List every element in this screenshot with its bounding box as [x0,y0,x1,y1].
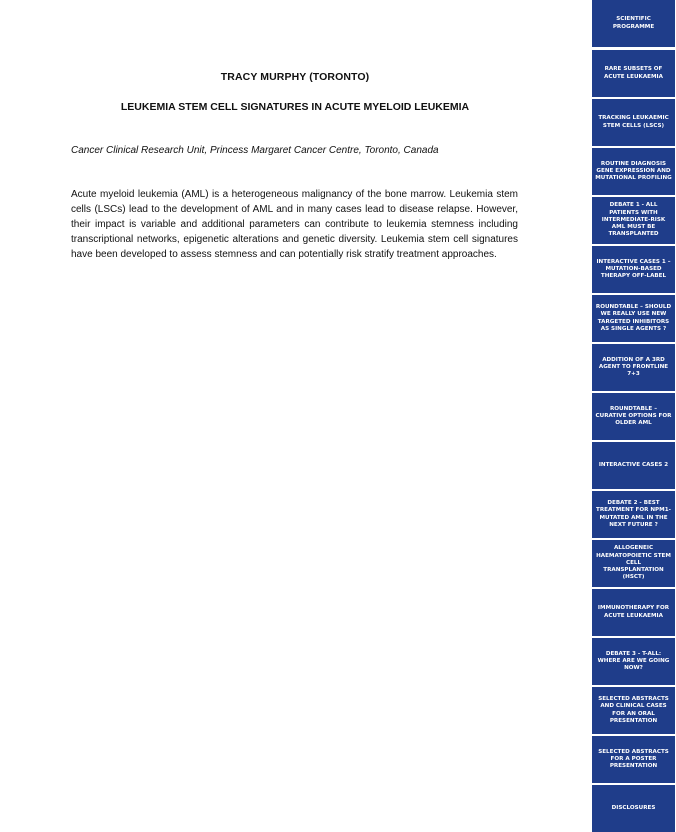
nav-item-interactive-cases-1[interactable]: INTERACTIVE CASES 1 – MUTATION-BASED THERAPY OFF-LABEL [592,246,675,293]
nav-item-interactive-cases-2[interactable]: INTERACTIVE CASES 2 [592,442,675,489]
nav-item-debate-1[interactable]: DEBATE 1 - ALL PATIENTS WITH INTERMEDIATE-RISK AML MUST BE TRANSPLANTED [592,197,675,244]
section-navigation-sidebar [590,0,676,832]
nav-item-immunotherapy[interactable]: IMMUNOTHERAPY FOR ACUTE LEUKAEMIA [592,589,675,636]
nav-item-tracking-lscs[interactable]: TRACKING LEUKAEMIC STEM CELLS (LSCS) [592,99,675,146]
nav-item-debate-2[interactable]: DEBATE 2 - BEST TREATMENT FOR NPM1-MUTATED AML IN THE NEXT FUTURE ? [592,491,675,538]
nav-item-allogeneic-hsct[interactable]: ALLOGENEIC HAEMATOPOIETIC STEM CELL TRANSPLANTATION (HSCT) [592,540,675,587]
nav-item-oral-presentation-abstracts[interactable]: SELECTED ABSTRACTS AND CLINICAL CASES FOR AN ORAL PRESENTATION [592,687,675,734]
nav-item-disclosures[interactable]: DISCLOSURES [592,785,675,832]
nav-item-routine-diagnosis[interactable]: ROUTINE DIAGNOSIS GENE EXPRESSION AND MUTATIONAL PROFILING [592,148,675,195]
nav-item-roundtable-older-aml[interactable]: ROUNDTABLE – CURATIVE OPTIONS FOR OLDER AML [592,393,675,440]
nav-item-rare-subsets[interactable]: RARE SUBSETS OF ACUTE LEUKAEMIA [592,50,675,97]
abstract-title: LEUKEMIA STEM CELL SIGNATURES IN ACUTE MYELOID LEUKEMIA [120,101,470,113]
affiliation-line: Cancer Clinical Research Unit, Princess Margaret Cancer Centre, Toronto, Canada [71,145,439,156]
nav-item-scientific-programme[interactable]: SCIENTIFIC PROGRAMME [592,0,675,47]
abstract-body: Acute myeloid leukemia (AML) is a heterogeneous malignancy of the bone marrow. Leukemia stem cells (LSCs) lead to the development of AML and in many cases lead to disease relapse. However, their impact is variable and additional parameters can contribute to leukemia stemness including transcriptional networks, epigenetic alterations and genetic diversity. Leukemia stem cell signatures have been developed to assess stemness and can potentially risk stratify treatment approaches. [71,189,518,260]
nav-item-roundtable-targeted-inhibitors[interactable]: ROUNDTABLE – SHOULD WE REALLY USE NEW TARGETED INHIBITORS AS SINGLE AGENTS ? [592,295,675,342]
nav-item-poster-presentation-abstracts[interactable]: SELECTED ABSTRACTS FOR A POSTER PRESENTATION [592,736,675,783]
author-heading: TRACY MURPHY (TORONTO) [220,71,370,83]
nav-item-debate-3[interactable]: DEBATE 3 - T-ALL: WHERE ARE WE GOING NOW? [592,638,675,685]
nav-item-third-agent-frontline[interactable]: ADDITION OF A 3RD AGENT TO FRONTLINE 7+3 [592,344,675,391]
